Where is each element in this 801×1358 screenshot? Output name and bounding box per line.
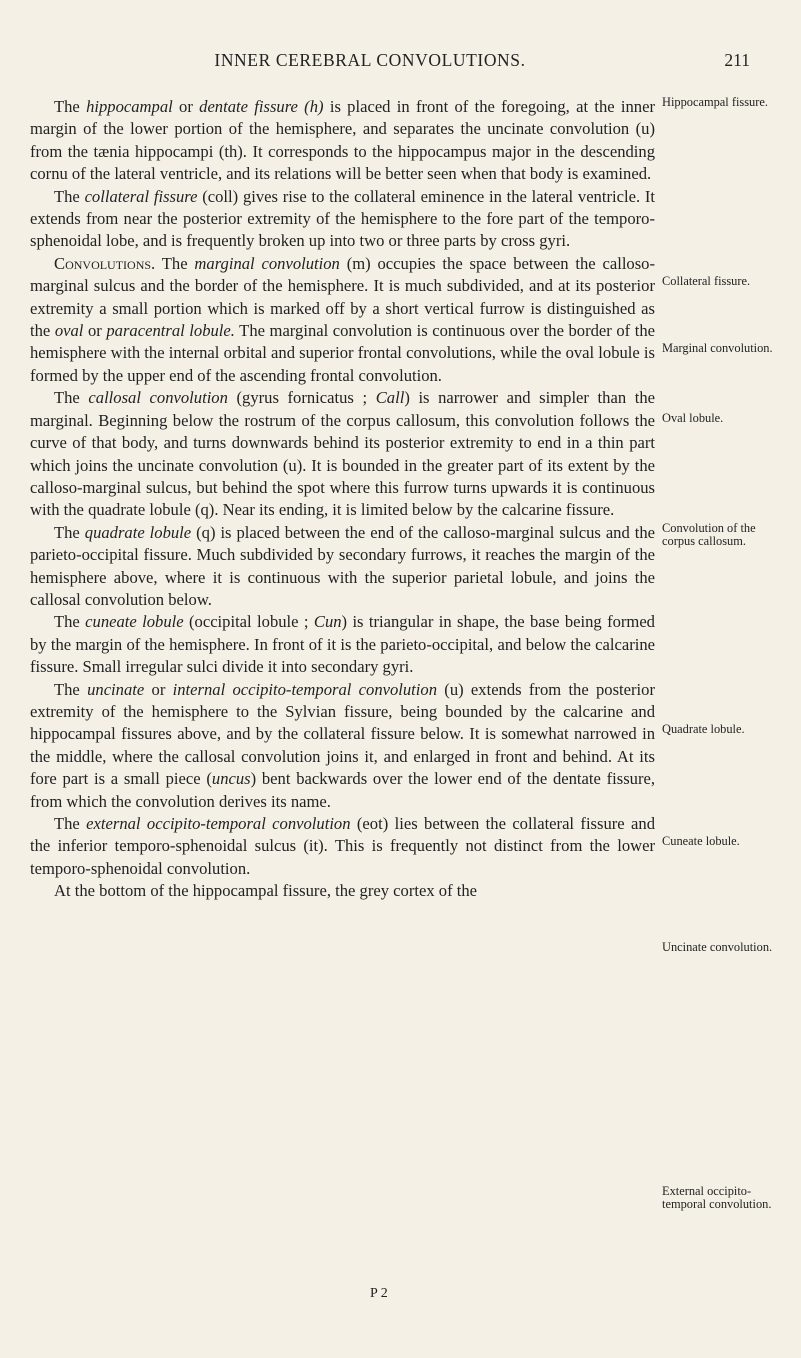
term-dentate-fissure: dentate fissure (h): [199, 97, 324, 116]
margin-note-marginal: Marginal convolution.: [662, 341, 773, 355]
paragraph-hippocampal: The hippocampal or dentate fissure (h) is placed in front of the foregoing, at the inner margin of the lower portion of the hemisphere, and separates the uncinate convolution (u) from the tænia hippocampi (th). It corresponds to the hippocampus major in the descending cornu of the lateral ventricle, and its relations will be better seen when that body is examined.: [30, 97, 655, 184]
page-number: 211: [724, 50, 750, 70]
running-title: INNER CEREBRAL CONVOLUTIONS.: [214, 50, 526, 70]
term-paracentral: paracentral lobule.: [106, 321, 235, 341]
term-internal-occipito-temporal: internal occipito-temporal convolution: [172, 679, 437, 699]
margin-note-cuneate: Cuneate lobule.: [662, 834, 740, 848]
paragraph-collateral: The collateral fissure (coll) gives rise to the collateral eminence in the lateral ventricle. It extends from near the posterior extremity of the hemisphere to the fore part of the temporo-sphenoidal lobe, and is frequently broken up into two or three parts by cross gyri.: [30, 186, 655, 251]
term-callosal: callosal convolution: [88, 388, 228, 408]
body-text: [30, 96, 655, 903]
term-collateral: collateral fissure: [84, 186, 198, 206]
paragraph-callosal: The callosal convolution (gyrus fornicatus ; Call) is narrower and simpler than the marginal. Beginning below the rostrum of the corpus callosum, this convolution follows the curve of that body, and turns downwards behind its posterior extremity to end in a thin part which joins the uncinate convolution (u). It is bounded in the greater part of its extent by the calloso-marginal sulcus, but behind the spot where this furrow turns upwards it is continuous with the quadrate lobule (q). Near its ending, it is limited below by the calcarine fissure.: [30, 388, 655, 520]
term-external-occipito-temporal: external occipito-temporal convolution: [86, 814, 351, 833]
margin-note-hippocampal: Hippocampal fissure.: [662, 95, 768, 109]
term-hippocampal: hippocampal: [86, 97, 173, 116]
section-heading: Convolutions.: [54, 253, 156, 273]
term-quadrate: quadrate lobule: [84, 522, 192, 542]
margin-note-collateral: Collateral fissure.: [662, 274, 751, 288]
paragraph-bottom: At the bottom of the hippocampal fissure, the grey cortex of the: [54, 881, 478, 901]
paragraph-quadrate: The quadrate lobule (q) is placed between the end of the calloso-marginal sulcus and the parieto-occipital fissure. Much subdivided by secondary furrows, it reaches the margin of the hemisphere above, where it is continuous with the superior parietal lobule, and joins the callosal convolution below.: [30, 522, 656, 609]
term-marginal: marginal convolution: [194, 253, 340, 273]
paragraph-cuneate: The cuneate lobule (occipital lobule ; Cun) is triangular in shape, the base being formed by the margin of the hemisphere. In front of it is the parieto-occipital, and below the calcarine fissure. Small irregular sulci divide it into secondary gyri.: [30, 612, 655, 677]
term-uncinate: uncinate: [87, 679, 145, 699]
margin-note-uncinate: Uncinate convolution.: [662, 940, 773, 954]
margin-note-oval-lobule: Oval lobule.: [662, 411, 724, 425]
margin-note-external: External occipito-temporal convolution.: [662, 1184, 772, 1211]
margin-note-quadrate: Quadrate lobule.: [662, 722, 745, 736]
term-oval: oval: [54, 321, 84, 341]
paragraph-uncinate: The uncinate or internal occipito-temporal convolution (u) extends from the posterior extremity of the hemisphere to the Sylvian fissure, being bounded by the calcarine and hippocampal fissures above, and by the collateral fissure below. It is somewhat narrowed in the middle, where the callosal convolution joins it, and enlarged in front and behind. At its fore part is a small piece (uncus) bent backwards over the lower end of the dentate fissure, from which the convolution derives its name.: [30, 679, 655, 811]
term-cuneate: cuneate lobule: [85, 612, 184, 632]
paragraph-marginal: Convolutions. The marginal convolution (m) occupies the space between the calloso-marginal sulcus and the border of the hemisphere. It is much subdivided, and at its posterior extremity a small portion which is marked off by a short vertical furrow is distinguished as the oval or paracentral lobule. The marginal convolution is continuous over the border of the hemisphere with the internal orbital and superior frontal convolutions, while the oval lobule is formed by the upper end of the ascending frontal convolution.: [30, 253, 656, 385]
running-header: [30, 50, 750, 74]
paragraph-external: The external occipito-temporal convolution (eot) lies between the collateral fissure and the inferior temporo-sphenoidal sulcus (it). This is frequently not distinct from the lower temporo-sphenoidal convolution.: [30, 814, 655, 878]
signature-mark: P 2: [370, 1286, 388, 1301]
margin-note-callosal: Convolution of the corpus callosum.: [662, 521, 756, 548]
